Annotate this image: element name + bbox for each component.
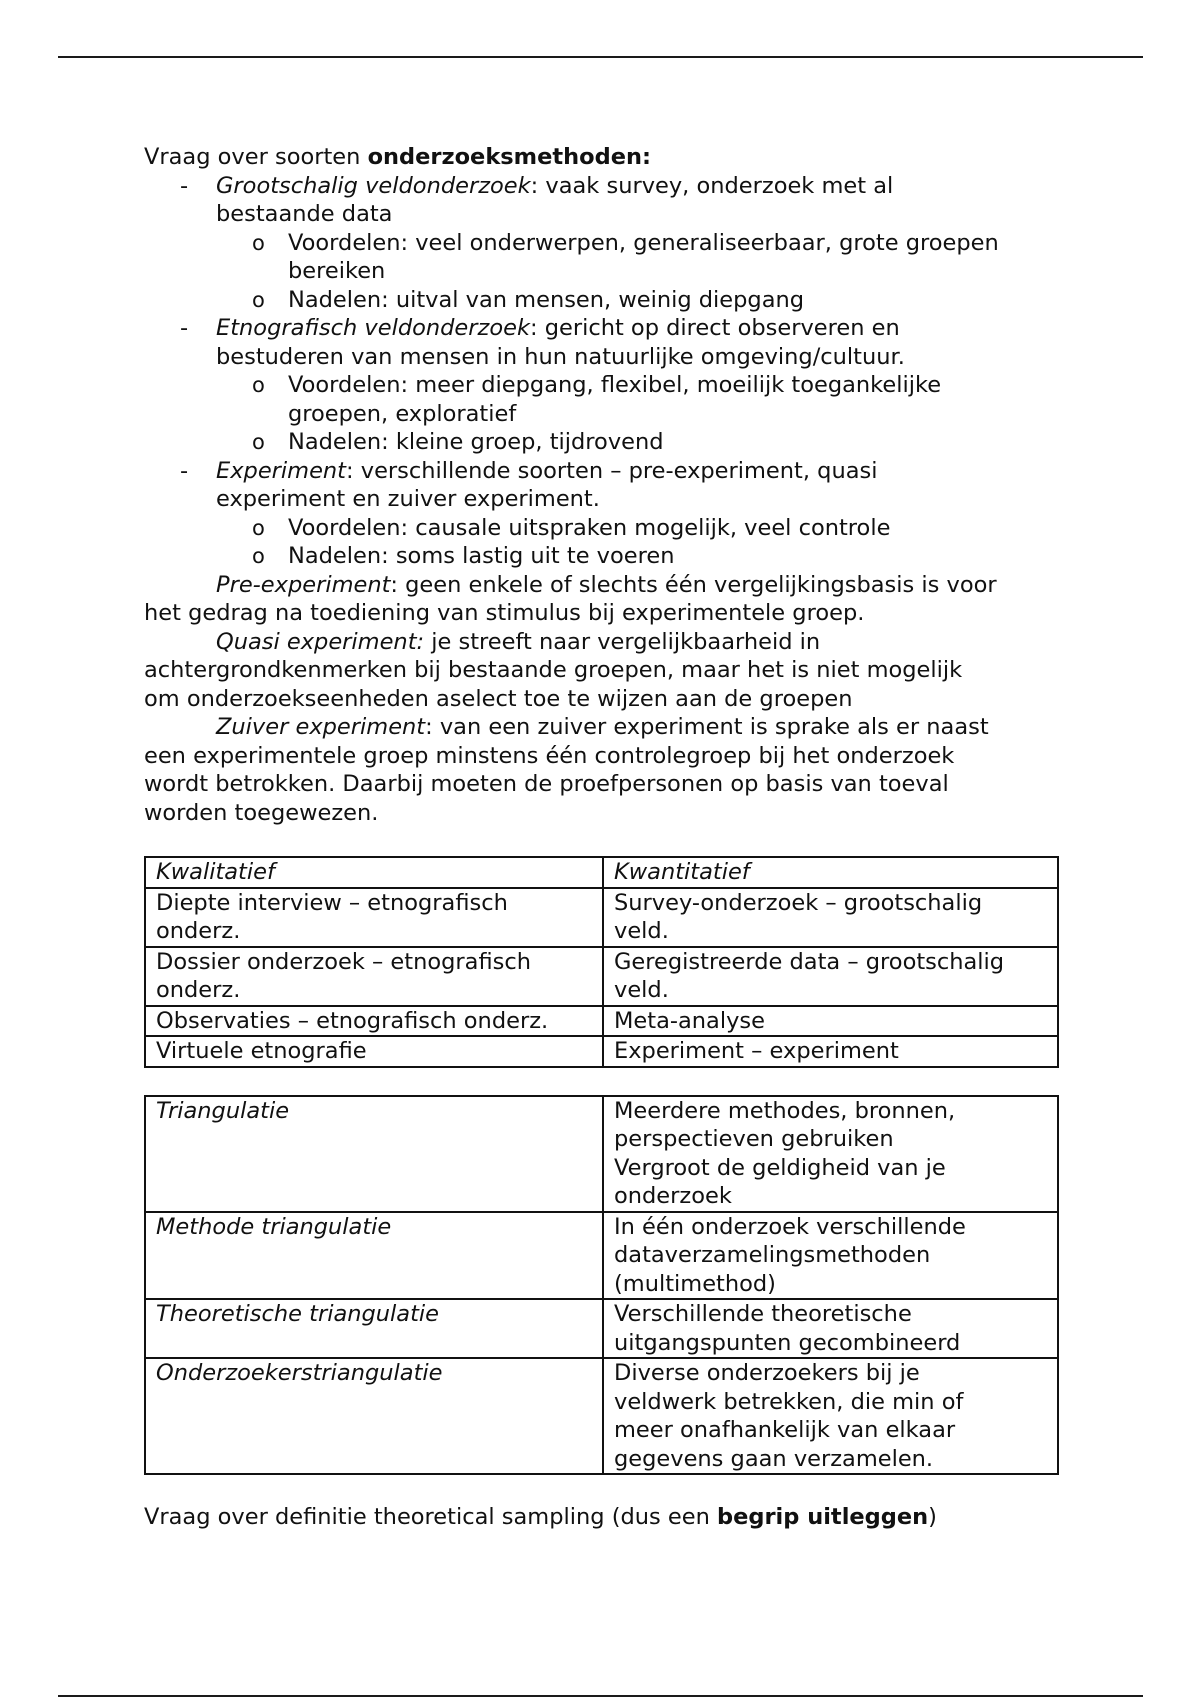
table-header-cell: Kwantitatief <box>603 857 1058 888</box>
table-cell: Survey-onderzoek – grootschalig veld. <box>603 888 1058 947</box>
description-cell: Meerdere methodes, bronnen, perspectieven gebruiken Vergroot de geldigheid van je onderzoek <box>603 1096 1058 1212</box>
definition-term: Quasi experiment: <box>216 628 425 655</box>
dash-bullet: - <box>180 457 189 484</box>
circle-bullet: o <box>252 230 265 255</box>
description-cell: Diverse onderzoekers bij je veldwerk betrekken, die min of meer onafhankelijk van elkaar gegevens gaan verzamelen. <box>603 1358 1058 1474</box>
table-row <box>145 1299 1058 1358</box>
table-row <box>145 1358 1058 1474</box>
description-cell: Verschillende theoretische uitgangspunten gecombineerd <box>603 1299 1058 1358</box>
definition-paragraph: Quasi experiment: je streeft naar vergelijkbaarheid in achtergrondkenmerken bij bestaande groepen, maar het is niet mogelijk om onderzoekseenheden aselect toe te wijzen aan de groepen <box>144 628 963 712</box>
term-cell: Theoretische triangulatie <box>145 1299 603 1358</box>
table-row <box>145 947 1058 1006</box>
pros-item: o Voordelen: causale uitspraken mogelijk, veel controle <box>252 514 891 541</box>
document-body <box>144 143 1064 1532</box>
table-cell: Diepte interview – etnografisch onderz. <box>145 888 603 947</box>
table-cell: Dossier onderzoek – etnografisch onderz. <box>145 947 603 1006</box>
table-row <box>145 888 1058 947</box>
question-2-bold: begrip uitleggen <box>716 1504 929 1530</box>
definition-paragraph: Pre-experiment: geen enkele of slechts één vergelijkingsbasis is voor het gedrag na toediening van stimulus bij experimentele groep. <box>144 571 997 626</box>
triangulation-table <box>144 1095 1059 1476</box>
description-cell: In één onderzoek verschillende dataverzamelingsmethoden (multimethod) <box>603 1212 1058 1300</box>
method-item: - Experiment: verschillende soorten – pre-experiment, quasi experiment en zuiver experiment. <box>180 457 878 512</box>
cons-item: o Nadelen: soms lastig uit te voeren <box>252 543 675 569</box>
table-row <box>145 1096 1058 1212</box>
definition-term: Pre-experiment <box>216 571 391 598</box>
term-cell: Methode triangulatie <box>145 1212 603 1300</box>
table-header-cell: Kwalitatief <box>145 857 603 888</box>
table-cell: Experiment – experiment <box>603 1036 1058 1067</box>
question-bold: onderzoeksmethoden: <box>367 144 651 170</box>
table-row <box>145 1212 1058 1300</box>
pros-item: o Voordelen: veel onderwerpen, generaliseerbaar, grote groepen bereiken <box>252 229 999 284</box>
header-rule <box>58 56 1143 58</box>
circle-bullet: o <box>252 515 265 540</box>
dash-bullet: - <box>180 315 189 341</box>
definition-term: Zuiver experiment <box>216 714 426 740</box>
circle-bullet: o <box>252 430 265 454</box>
table-cell: Geregistreerde data – grootschalig veld. <box>603 947 1058 1006</box>
table-row <box>145 1006 1058 1037</box>
dash-bullet: - <box>180 172 189 199</box>
circle-bullet: o <box>252 544 265 568</box>
method-name: Etnografisch veldonderzoek <box>216 315 530 341</box>
table-cell: Observaties – etnografisch onderz. <box>145 1006 603 1037</box>
term-cell: Onderzoekerstriangulatie <box>145 1358 603 1474</box>
method-name: Experiment <box>216 457 347 484</box>
circle-bullet: o <box>252 373 265 397</box>
footer-rule <box>58 1695 1143 1697</box>
term-cell: Triangulatie <box>145 1096 603 1212</box>
table-cell: Virtuele etnografie <box>145 1036 603 1067</box>
circle-bullet: o <box>252 287 265 312</box>
table-header-row <box>145 857 1058 888</box>
method-item: - Etnografisch veldonderzoek: gericht op direct observeren en bestuderen van mensen in hun natuurlijke omgeving/cultuur. <box>180 315 905 370</box>
cons-item: o Nadelen: kleine groep, tijdrovend <box>252 429 664 455</box>
methods-comparison-table <box>144 856 1059 1068</box>
cons-item: o Nadelen: uitval van mensen, weinig diepgang <box>252 286 805 313</box>
table-row <box>145 1036 1058 1067</box>
pros-item: o Voordelen: meer diepgang, flexibel, moeilijk toegankelijke groepen, exploratief <box>252 372 942 427</box>
definition-paragraph: Zuiver experiment: van een zuiver experiment is sprake als er naast een experimentele groep minstens één controlegroep bij het onderzoek wordt betrokken. Daarbij moeten de proefpersonen op basis van toeval worden toegewezen. <box>144 714 989 826</box>
question-2: Vraag over definitie theoretical sampling (dus een begrip uitleggen) <box>144 1504 937 1530</box>
method-name: Grootschalig veldonderzoek <box>216 172 531 199</box>
table-cell: Meta-analyse <box>603 1006 1058 1037</box>
question-heading: Vraag over soorten onderzoeksmethoden: <box>144 144 651 170</box>
method-item: - Grootschalig veldonderzoek: vaak survey, onderzoek met al bestaande data <box>180 172 894 227</box>
